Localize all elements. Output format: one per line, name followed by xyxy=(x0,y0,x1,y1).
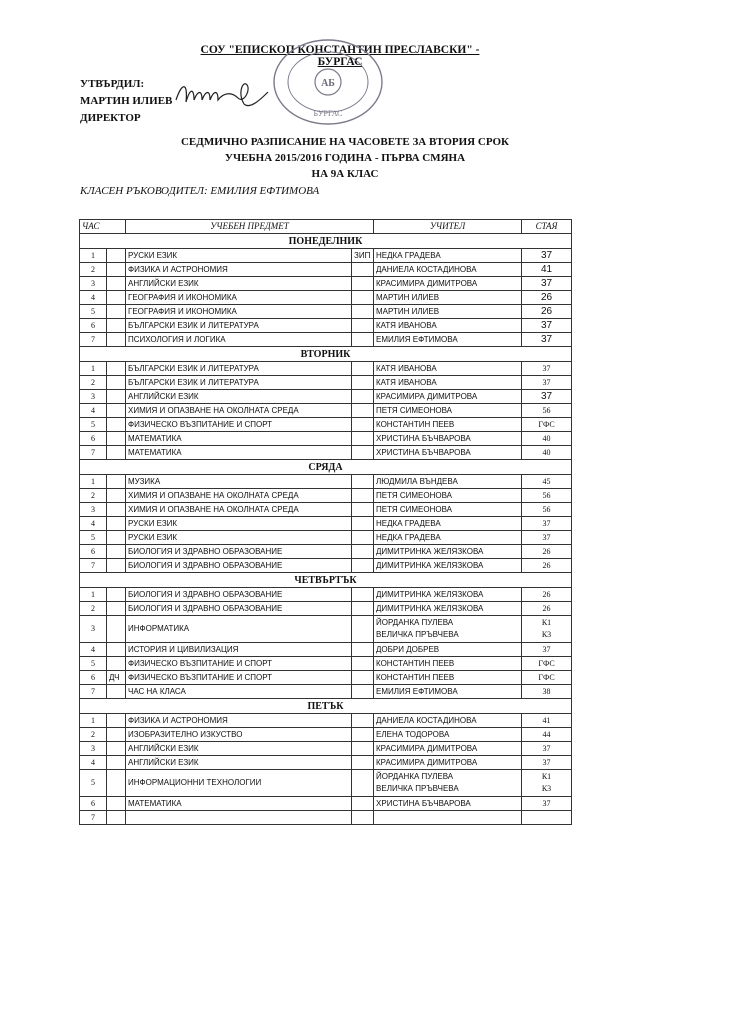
teacher-cell: ЕЛЕНА ТОДОРОВА xyxy=(374,728,522,742)
subject-cell: МУЗИКА xyxy=(126,475,352,489)
room-cell xyxy=(522,770,572,797)
hour-mark xyxy=(107,291,126,305)
subject-cell: БИОЛОГИЯ И ЗДРАВНО ОБРАЗОВАНИЕ xyxy=(126,602,352,616)
teacher-name-second: ВЕЛИЧКА ПРЪВЧЕВА xyxy=(376,630,459,639)
subject-cell: БИОЛОГИЯ И ЗДРАВНО ОБРАЗОВАНИЕ xyxy=(126,545,352,559)
teacher-cell: ПЕТЯ СИМЕОНОВА xyxy=(374,503,522,517)
zip-cell xyxy=(352,643,374,657)
table-row xyxy=(80,446,572,460)
zip-cell xyxy=(352,418,374,432)
subject-cell: БЪЛГАРСКИ ЕЗИК И ЛИТЕРАТУРА xyxy=(126,319,352,333)
room-cell: 40 xyxy=(522,432,572,446)
table-row xyxy=(80,503,572,517)
schedule-titles xyxy=(150,134,540,182)
room-cell: 26 xyxy=(522,559,572,573)
hour-mark xyxy=(107,728,126,742)
zip-cell xyxy=(352,602,374,616)
hour-number: 6 xyxy=(80,671,107,685)
zip-cell xyxy=(352,319,374,333)
zip-cell xyxy=(352,333,374,347)
table-row xyxy=(80,418,572,432)
table-row xyxy=(80,616,572,643)
hour-mark xyxy=(107,545,126,559)
zip-cell xyxy=(352,263,374,277)
zip-cell xyxy=(352,671,374,685)
zip-cell xyxy=(352,770,374,797)
zip-cell xyxy=(352,756,374,770)
teacher-cell: ДОБРИ ДОБРЕВ xyxy=(374,643,522,657)
teacher-cell: ДАНИЕЛА КОСТАДИНОВА xyxy=(374,714,522,728)
room-cell: 37 xyxy=(522,390,572,404)
stamp-center-text: АБ xyxy=(321,78,335,89)
teacher-cell: КРАСИМИРА ДИМИТРОВА xyxy=(374,277,522,291)
zip-cell xyxy=(352,616,374,643)
hour-number: 2 xyxy=(80,489,107,503)
teacher-cell xyxy=(374,616,522,643)
teacher-cell: МАРТИН ИЛИЕВ xyxy=(374,291,522,305)
teacher-cell: ЕМИЛИЯ ЕФТИМОВА xyxy=(374,685,522,699)
hour-mark xyxy=(107,249,126,263)
teacher-name: ЙОРДАНКА ПУЛЕВА xyxy=(376,772,454,781)
hour-mark xyxy=(107,390,126,404)
room-cell: ГФС xyxy=(522,671,572,685)
teacher-cell: НЕДКА ГРАДЕВА xyxy=(374,531,522,545)
hour-mark xyxy=(107,657,126,671)
subject-cell: БИОЛОГИЯ И ЗДРАВНО ОБРАЗОВАНИЕ xyxy=(126,559,352,573)
day-name: ВТОРНИК xyxy=(80,347,572,362)
subject-cell: ИНФОРМАТИКА xyxy=(126,616,352,643)
teacher-cell: ДИМИТРИНКА ЖЕЛЯЗКОВА xyxy=(374,602,522,616)
day-header-row xyxy=(80,460,572,475)
hour-mark xyxy=(107,489,126,503)
hour-number: 4 xyxy=(80,756,107,770)
table-row xyxy=(80,770,572,797)
hour-number: 2 xyxy=(80,376,107,390)
subject-cell: ФИЗИЧЕСКО ВЪЗПИТАНИЕ И СПОРТ xyxy=(126,671,352,685)
hour-mark xyxy=(107,559,126,573)
room-cell: 37 xyxy=(522,756,572,770)
teacher-cell: ДАНИЕЛА КОСТАДИНОВА xyxy=(374,263,522,277)
hour-number: 5 xyxy=(80,531,107,545)
day-header-row xyxy=(80,347,572,362)
subject-cell: РУСКИ ЕЗИК xyxy=(126,517,352,531)
director-name: МАРТИН ИЛИЕВ xyxy=(80,95,173,107)
day-header-row xyxy=(80,234,572,249)
teacher-cell: КАТЯ ИВАНОВА xyxy=(374,376,522,390)
teacher-cell: НЕДКА ГРАДЕВА xyxy=(374,517,522,531)
schedule-body xyxy=(80,234,572,825)
table-row xyxy=(80,545,572,559)
teacher-cell: ДИМИТРИНКА ЖЕЛЯЗКОВА xyxy=(374,588,522,602)
subject-cell: ИНФОРМАЦИОННИ ТЕХНОЛОГИИ xyxy=(126,770,352,797)
teacher-cell: ПЕТЯ СИМЕОНОВА xyxy=(374,489,522,503)
hour-mark xyxy=(107,432,126,446)
room-cell: 56 xyxy=(522,404,572,418)
day-name: СРЯДА xyxy=(80,460,572,475)
hour-mark xyxy=(107,418,126,432)
teacher-cell: КАТЯ ИВАНОВА xyxy=(374,362,522,376)
hour-number: 4 xyxy=(80,517,107,531)
table-row xyxy=(80,305,572,319)
hour-number: 4 xyxy=(80,291,107,305)
room-number-second: К3 xyxy=(541,630,552,639)
hour-mark xyxy=(107,404,126,418)
room-cell: 26 xyxy=(522,305,572,319)
school-stamp xyxy=(268,36,388,126)
hour-number: 3 xyxy=(80,503,107,517)
day-header-row xyxy=(80,699,572,714)
room-cell: 37 xyxy=(522,797,572,811)
hour-mark xyxy=(107,756,126,770)
teacher-cell: КРАСИМИРА ДИМИТРОВА xyxy=(374,756,522,770)
hour-mark xyxy=(107,616,126,643)
hour-mark xyxy=(107,602,126,616)
teacher-cell: ХРИСТИНА БЪЧВАРОВА xyxy=(374,432,522,446)
hour-number: 3 xyxy=(80,277,107,291)
subject-cell: ФИЗИЧЕСКО ВЪЗПИТАНИЕ И СПОРТ xyxy=(126,657,352,671)
subject-cell: РУСКИ ЕЗИК xyxy=(126,531,352,545)
table-row xyxy=(80,728,572,742)
subject-cell: ЧАС НА КЛАСА xyxy=(126,685,352,699)
teacher-cell: МАРТИН ИЛИЕВ xyxy=(374,305,522,319)
zip-cell xyxy=(352,277,374,291)
teacher-name-second: ВЕЛИЧКА ПРЪВЧЕВА xyxy=(376,784,459,793)
zip-cell xyxy=(352,811,374,825)
table-row xyxy=(80,263,572,277)
teacher-cell xyxy=(374,811,522,825)
col-subject-header: УЧЕБЕН ПРЕДМЕТ xyxy=(126,220,374,234)
subject-cell: БЪЛГАРСКИ ЕЗИК И ЛИТЕРАТУРА xyxy=(126,362,352,376)
hour-mark xyxy=(107,742,126,756)
title-line-2: УЧЕБНА 2015/2016 ГОДИНА - ПЪРВА СМЯНА xyxy=(224,152,466,164)
subject-cell xyxy=(126,811,352,825)
hour-mark: ДЧ xyxy=(107,671,126,685)
hour-number: 1 xyxy=(80,362,107,376)
room-cell: ГФС xyxy=(522,657,572,671)
zip-cell xyxy=(352,531,374,545)
hour-number: 3 xyxy=(80,742,107,756)
room-cell: 56 xyxy=(522,503,572,517)
room-cell: 26 xyxy=(522,588,572,602)
table-row xyxy=(80,531,572,545)
teacher-cell: ЛЮДМИЛА ВЪНДЕВА xyxy=(374,475,522,489)
zip-cell: ЗИП xyxy=(352,249,374,263)
room-cell: 37 xyxy=(522,249,572,263)
hour-number: 2 xyxy=(80,728,107,742)
zip-cell xyxy=(352,685,374,699)
subject-cell: ХИМИЯ И ОПАЗВАНЕ НА ОКОЛНАТА СРЕДА xyxy=(126,404,352,418)
teacher-cell: КРАСИМИРА ДИМИТРОВА xyxy=(374,742,522,756)
title-line-1: СЕДМИЧНО РАЗПИСАНИЕ НА ЧАСОВЕТЕ ЗА ВТОРИЯ СРОК xyxy=(180,136,510,148)
hour-mark xyxy=(107,277,126,291)
room-cell xyxy=(522,616,572,643)
hour-number: 4 xyxy=(80,643,107,657)
hour-number: 5 xyxy=(80,305,107,319)
room-cell: 37 xyxy=(522,333,572,347)
subject-cell: ХИМИЯ И ОПАЗВАНЕ НА ОКОЛНАТА СРЕДА xyxy=(126,503,352,517)
subject-cell: ГЕОГРАФИЯ И ИКОНОМИКА xyxy=(126,291,352,305)
room-cell: 37 xyxy=(522,643,572,657)
table-header-row xyxy=(80,220,572,234)
hour-number: 7 xyxy=(80,559,107,573)
hour-mark xyxy=(107,714,126,728)
room-cell: 37 xyxy=(522,517,572,531)
day-header-row xyxy=(80,573,572,588)
hour-number: 1 xyxy=(80,249,107,263)
subject-cell: ФИЗИЧЕСКО ВЪЗПИТАНИЕ И СПОРТ xyxy=(126,418,352,432)
hour-mark xyxy=(107,263,126,277)
room-number: К1 xyxy=(541,618,552,627)
subject-cell: АНГЛИЙСКИ ЕЗИК xyxy=(126,756,352,770)
room-cell: 40 xyxy=(522,446,572,460)
subject-cell: МАТЕМАТИКА xyxy=(126,446,352,460)
zip-cell xyxy=(352,446,374,460)
teacher-cell: КОНСТАНТИН ПЕЕВ xyxy=(374,671,522,685)
room-cell: 26 xyxy=(522,291,572,305)
subject-cell: АНГЛИЙСКИ ЕЗИК xyxy=(126,742,352,756)
room-cell: 37 xyxy=(522,362,572,376)
hour-mark xyxy=(107,503,126,517)
zip-cell xyxy=(352,545,374,559)
zip-cell xyxy=(352,714,374,728)
hour-mark xyxy=(107,446,126,460)
room-cell: 37 xyxy=(522,319,572,333)
hour-mark xyxy=(107,797,126,811)
col-teacher-header: УЧИТЕЛ xyxy=(374,220,522,234)
table-row xyxy=(80,657,572,671)
table-row xyxy=(80,376,572,390)
subject-cell: БЪЛГАРСКИ ЕЗИК И ЛИТЕРАТУРА xyxy=(126,376,352,390)
hour-mark xyxy=(107,643,126,657)
room-cell: 37 xyxy=(522,376,572,390)
day-name: ЧЕТВЪРТЪК xyxy=(80,573,572,588)
room-cell: 41 xyxy=(522,263,572,277)
hour-number: 6 xyxy=(80,545,107,559)
class-teacher: КЛАСЕН РЪКОВОДИТЕЛ: ЕМИЛИЯ ЕФТИМОВА xyxy=(80,185,320,197)
room-cell: 37 xyxy=(522,742,572,756)
subject-cell: ИСТОРИЯ И ЦИВИЛИЗАЦИЯ xyxy=(126,643,352,657)
room-cell xyxy=(522,811,572,825)
hour-number: 5 xyxy=(80,418,107,432)
zip-cell xyxy=(352,404,374,418)
school-name: СОУ "ЕПИСКОП КОНСТАНТИН ПРЕСЛАВСКИ" - БУРГАС xyxy=(200,44,480,68)
zip-cell xyxy=(352,475,374,489)
table-row xyxy=(80,811,572,825)
schedule-table xyxy=(79,219,572,825)
table-row xyxy=(80,277,572,291)
approved-label: УТВЪРДИЛ: xyxy=(80,78,145,90)
table-row xyxy=(80,291,572,305)
room-cell: 37 xyxy=(522,277,572,291)
zip-cell xyxy=(352,305,374,319)
zip-cell xyxy=(352,797,374,811)
table-row xyxy=(80,685,572,699)
table-row xyxy=(80,333,572,347)
table-row xyxy=(80,319,572,333)
hour-number: 5 xyxy=(80,657,107,671)
teacher-cell: ЕМИЛИЯ ЕФТИМОВА xyxy=(374,333,522,347)
subject-cell: ИЗОБРАЗИТЕЛНО ИЗКУСТВО xyxy=(126,728,352,742)
hour-number: 7 xyxy=(80,333,107,347)
col-hour-header: ЧАС xyxy=(80,220,126,234)
table-row xyxy=(80,362,572,376)
hour-mark xyxy=(107,362,126,376)
hour-mark xyxy=(107,475,126,489)
teacher-cell: ХРИСТИНА БЪЧВАРОВА xyxy=(374,446,522,460)
room-cell: 37 xyxy=(522,531,572,545)
subject-cell: МАТЕМАТИКА xyxy=(126,432,352,446)
table-row xyxy=(80,517,572,531)
hour-number: 2 xyxy=(80,263,107,277)
table-row xyxy=(80,797,572,811)
hour-number: 6 xyxy=(80,432,107,446)
zip-cell xyxy=(352,489,374,503)
hour-mark xyxy=(107,770,126,797)
table-row xyxy=(80,475,572,489)
zip-cell xyxy=(352,657,374,671)
room-cell: 56 xyxy=(522,489,572,503)
subject-cell: ГЕОГРАФИЯ И ИКОНОМИКА xyxy=(126,305,352,319)
teacher-cell: КОНСТАНТИН ПЕЕВ xyxy=(374,657,522,671)
subject-cell: ХИМИЯ И ОПАЗВАНЕ НА ОКОЛНАТА СРЕДА xyxy=(126,489,352,503)
teacher-name: ЙОРДАНКА ПУЛЕВА xyxy=(376,618,454,627)
zip-cell xyxy=(352,432,374,446)
table-row xyxy=(80,432,572,446)
table-row xyxy=(80,643,572,657)
subject-cell: РУСКИ ЕЗИК xyxy=(126,249,352,263)
day-name: ПОНЕДЕЛНИК xyxy=(80,234,572,249)
zip-cell xyxy=(352,362,374,376)
table-row xyxy=(80,671,572,685)
teacher-cell: ДИМИТРИНКА ЖЕЛЯЗКОВА xyxy=(374,559,522,573)
col-room-header: СТАЯ xyxy=(522,220,572,234)
hour-mark xyxy=(107,588,126,602)
hour-number: 3 xyxy=(80,616,107,643)
zip-cell xyxy=(352,376,374,390)
table-row xyxy=(80,404,572,418)
teacher-cell: НЕДКА ГРАДЕВА xyxy=(374,249,522,263)
subject-cell: БИОЛОГИЯ И ЗДРАВНО ОБРАЗОВАНИЕ xyxy=(126,588,352,602)
zip-cell xyxy=(352,291,374,305)
hour-number: 6 xyxy=(80,319,107,333)
table-row xyxy=(80,390,572,404)
table-row xyxy=(80,588,572,602)
subject-cell: МАТЕМАТИКА xyxy=(126,797,352,811)
zip-cell xyxy=(352,559,374,573)
teacher-cell: ПЕТЯ СИМЕОНОВА xyxy=(374,404,522,418)
stamp-bottom-text: БУРГАС xyxy=(313,109,343,118)
table-row xyxy=(80,714,572,728)
zip-cell xyxy=(352,503,374,517)
room-cell: 26 xyxy=(522,545,572,559)
zip-cell xyxy=(352,588,374,602)
day-name: ПЕТЪК xyxy=(80,699,572,714)
hour-mark xyxy=(107,305,126,319)
subject-cell: АНГЛИЙСКИ ЕЗИК xyxy=(126,277,352,291)
teacher-cell: КОНСТАНТИН ПЕЕВ xyxy=(374,418,522,432)
director-title: ДИРЕКТОР xyxy=(80,112,141,124)
teacher-cell: КРАСИМИРА ДИМИТРОВА xyxy=(374,390,522,404)
title-line-3: НА 9А КЛАС xyxy=(311,168,379,180)
room-cell: 26 xyxy=(522,602,572,616)
zip-cell xyxy=(352,517,374,531)
room-number-second: К3 xyxy=(541,784,552,793)
hour-number: 1 xyxy=(80,588,107,602)
teacher-cell xyxy=(374,770,522,797)
table-row xyxy=(80,559,572,573)
table-row xyxy=(80,756,572,770)
teacher-cell: ДИМИТРИНКА ЖЕЛЯЗКОВА xyxy=(374,545,522,559)
teacher-cell: КАТЯ ИВАНОВА xyxy=(374,319,522,333)
zip-cell xyxy=(352,390,374,404)
hour-mark xyxy=(107,531,126,545)
subject-cell: ПСИХОЛОГИЯ И ЛОГИКА xyxy=(126,333,352,347)
hour-number: 7 xyxy=(80,446,107,460)
zip-cell xyxy=(352,728,374,742)
subject-cell: ФИЗИКА И АСТРОНОМИЯ xyxy=(126,263,352,277)
hour-number: 2 xyxy=(80,602,107,616)
hour-number: 4 xyxy=(80,404,107,418)
hour-number: 6 xyxy=(80,797,107,811)
director-signature xyxy=(172,78,272,114)
teacher-cell: ХРИСТИНА БЪЧВАРОВА xyxy=(374,797,522,811)
hour-mark xyxy=(107,811,126,825)
room-cell: 41 xyxy=(522,714,572,728)
hour-number: 7 xyxy=(80,685,107,699)
hour-number: 5 xyxy=(80,770,107,797)
table-row xyxy=(80,742,572,756)
room-cell: ГФС xyxy=(522,418,572,432)
room-cell: 45 xyxy=(522,475,572,489)
table-row xyxy=(80,249,572,263)
table-row xyxy=(80,602,572,616)
hour-number: 7 xyxy=(80,811,107,825)
room-cell: 44 xyxy=(522,728,572,742)
room-cell: 38 xyxy=(522,685,572,699)
hour-mark xyxy=(107,517,126,531)
table-row xyxy=(80,489,572,503)
approval-block xyxy=(80,76,172,127)
zip-cell xyxy=(352,742,374,756)
hour-mark xyxy=(107,319,126,333)
hour-mark xyxy=(107,333,126,347)
hour-mark xyxy=(107,685,126,699)
subject-cell: ФИЗИКА И АСТРОНОМИЯ xyxy=(126,714,352,728)
hour-number: 1 xyxy=(80,475,107,489)
subject-cell: АНГЛИЙСКИ ЕЗИК xyxy=(126,390,352,404)
hour-number: 1 xyxy=(80,714,107,728)
hour-mark xyxy=(107,376,126,390)
hour-number: 3 xyxy=(80,390,107,404)
room-number: К1 xyxy=(541,772,552,781)
